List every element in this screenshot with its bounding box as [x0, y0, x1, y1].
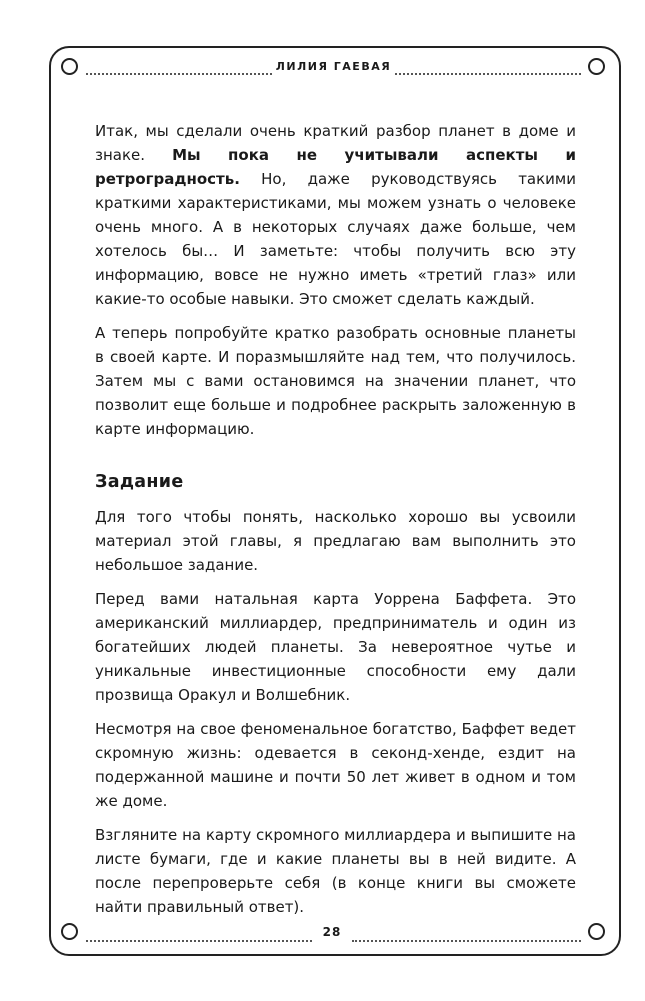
- paragraph-buffett-intro: Перед вами натальная карта Уоррена Баффета. Это американский миллиардер, предприниматель и один из богатейших людей планеты. За невероятное чутье и уникальные инвестиционные способности ему дали прозвища Оракул и Волшебник.: [95, 590, 576, 704]
- footer-dotted-rule: [352, 940, 581, 942]
- corner-circle-ornament: [61, 58, 78, 75]
- corner-circle-ornament: [588, 58, 605, 75]
- footer-dotted-rule: [86, 940, 312, 942]
- running-head-author: ЛИЛИЯ ГАЕВАЯ: [275, 60, 392, 73]
- paragraph-task-instructions: Взгляните на карту скромного миллиардера и выпишите на листе бумаги, где и какие планеты вы в ней видите. А после перепроверьте себя (в конце книги вы сможете найти правильный ответ).: [95, 826, 576, 916]
- page-body: [95, 119, 576, 929]
- paragraph-buffett-lifestyle: Несмотря на свое феноменальное богатство, Баффет ведет скромную жизнь: одевается в секонд-хенде, ездит на подержанной машине и почти 50 лет живет в одном и том же доме.: [95, 720, 576, 810]
- section-heading: Задание: [95, 472, 184, 492]
- paragraph-summary: [95, 119, 576, 311]
- page-number: 28: [322, 925, 342, 939]
- paragraph-text: Но, даже руководствуясь такими краткими характеристиками, мы можем узнать о человеке очень много. А в некоторых случаях даже больше, чем хотелось бы… И заметьте: чтобы получить всю эту информацию, вовсе не нужно иметь «третий глаз» или какие-то особые навыки. Это сможет сделать каждый.: [95, 170, 576, 308]
- corner-circle-ornament: [61, 923, 78, 940]
- paragraph-task-intro: Для того чтобы понять, насколько хорошо вы усвоили материал этой главы, я предлагаю вам выполнить это небольшое задание.: [95, 508, 576, 574]
- header-dotted-rule: [86, 73, 272, 75]
- corner-circle-ornament: [588, 923, 605, 940]
- paragraph-text: Итак, мы сделали очень краткий разбор планет в доме и знаке.: [95, 122, 576, 164]
- paragraph-emphasis: Мы пока не учитывали аспекты и ретроградность.: [95, 146, 576, 188]
- header-dotted-rule: [395, 73, 581, 75]
- paragraph-try-yourself: А теперь попробуйте кратко разобрать основные планеты в своей карте. И поразмышляйте над тем, что получилось. Затем мы с вами остановимся на значении планет, что позволит еще больше и подробнее раскрыть заложенную в карте информацию.: [95, 324, 576, 438]
